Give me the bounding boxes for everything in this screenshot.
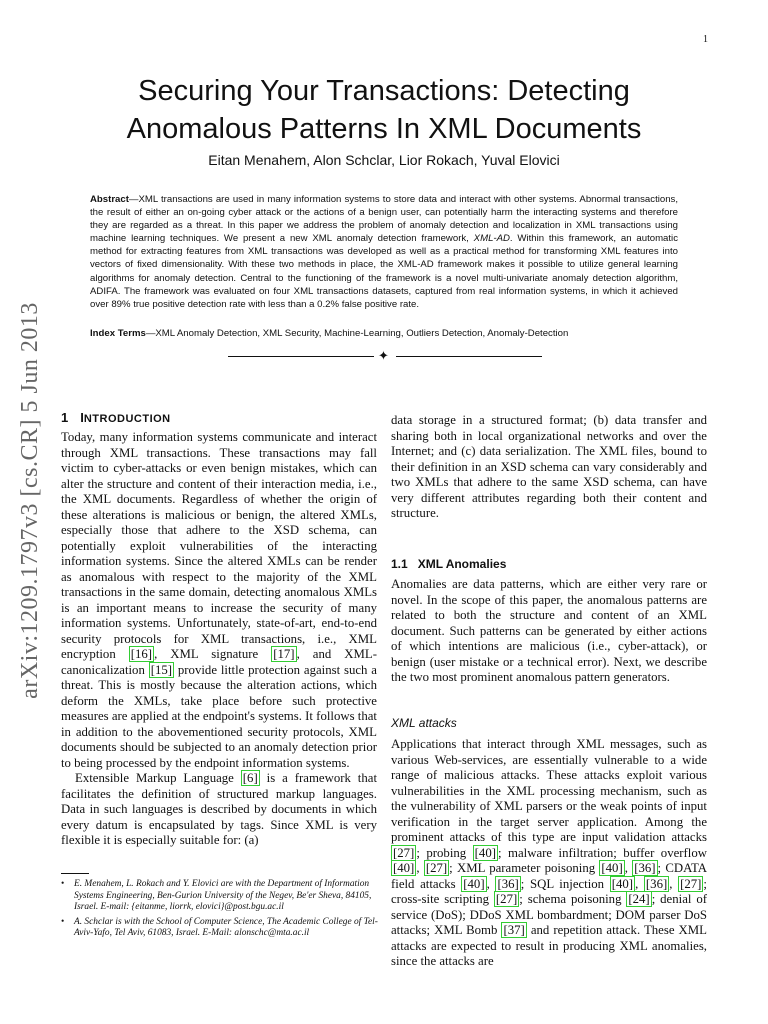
citation-link[interactable]: [36] xyxy=(634,861,656,875)
citation-link[interactable]: [40] xyxy=(393,861,415,875)
citation-link[interactable]: [40] xyxy=(474,845,496,860)
abstract xyxy=(90,193,678,311)
attacks-text: , xyxy=(635,876,644,891)
abstract-label: Abstract xyxy=(90,194,129,205)
attacks-text: , xyxy=(669,876,679,891)
intro-continued-paragraph: data storage in a structured format; (b) data transfer and sharing both in local organizational networks and over the Internet; and (c) data serialization. The XML files, bound to their definition in an XSD schema can vary considerably and two XMLs that adhere to the same XSD schema, can have very different attributes regarding both their content and structure. xyxy=(391,413,707,520)
citation-link[interactable]: [6] xyxy=(242,771,258,785)
author-list: Eitan Menahem, Alon Schclar, Lior Rokach, Yuval Elovici xyxy=(208,152,560,168)
title-line-2: Anomalous Patterns In XML Documents xyxy=(126,113,642,145)
title-line-1: Securing Your Transactions: Detecting xyxy=(138,75,630,107)
attacks-text: ; cross-site scripting xyxy=(391,876,707,906)
footnote-rule xyxy=(61,873,89,874)
section-title-rest: NTRODUCTION xyxy=(83,413,171,425)
attacks-text: ; malware infiltration; buffer overflow xyxy=(497,845,708,860)
attacks-text: ; probing xyxy=(416,845,473,860)
index-terms-label: Index Terms xyxy=(90,328,146,339)
intro-text: Extensible Markup Language xyxy=(75,771,241,785)
page-number: 1 xyxy=(703,34,708,45)
intro-text: , XML signature xyxy=(154,647,272,661)
citation-link[interactable]: [16] xyxy=(130,647,153,661)
divider-ornament: ✦ xyxy=(378,348,389,363)
citation-link[interactable]: [40] xyxy=(611,876,634,891)
intro-text: , and XML-canonicalization xyxy=(61,647,377,677)
right-column-top xyxy=(391,413,707,522)
attacks-text: ; SQL injection xyxy=(520,876,610,891)
citation-link[interactable]: [27] xyxy=(495,892,518,906)
abstract-text-1: —XML transactions are used in many information systems to store data and interact with other systems. Abnormal transactions, the result of either an on-going cyber attack or the actions of a benign user, can potentially harm the interacting systems and therefore they are regarded as a threat. In this paper we address the problem of anomaly detection and localization in XML transactions using machine learning techniques. We present a new XML anomaly detection framework, xyxy=(90,194,678,245)
index-terms-text: —XML Anomaly Detection, XML Security, Machine-Learning, Outliers Detection, Anomaly-Detection xyxy=(145,328,569,339)
right-column-anomalies xyxy=(391,577,707,686)
citation-link[interactable]: [27] xyxy=(425,861,448,875)
intro-text: Today, many information systems communicate and interact through XML transactions. These transactions may fall victim to cyber-attacks or even benign mistakes, which can alter the structure and content of their interaction media, i.e., the XML documents. Regardless of whether the origin of these alterations is malicious or benign, the altered XMLs, especially those that adhere to the XSD schema, can potentially exploit vulnerabilities of the interacting information systems. Since the altered XMLs can be render as anomalous with respect to the majority of the XML transactions in the same domain, detecting anomalous XMLs is an important means to increase the security of many information systems. Unfortunately, state-of-art, end-to-end security protocols for XML transactions, i.e., XML encryption xyxy=(61,430,377,661)
attacks-text: , xyxy=(624,861,633,875)
footnote-bullet: • xyxy=(61,879,65,889)
citation-link[interactable]: [15] xyxy=(150,662,173,677)
attacks-text: Applications that interact through XML messages, such as various Web-services, are essentially vulnerable to a wide range of malicious attacks. These attacks exploit various vulnerabilities in the XML processing mechanism, such as the vulnerability of XML parsers or the weak points of input verification in the target server application. Among the prominent attacks of this type are input validation attacks xyxy=(391,737,707,844)
footnote-bullet: • xyxy=(61,916,65,927)
intro-text: provide little protection against such a threat. This is mostly because the alteration actions, which deform the XMLs, take place before such protective measures are applied at the endpoint's systems. It follows that in addition to the abovementioned security protocols, XML documents should be subjected to an anomaly detection prior to being processed by the endpoint information systems. xyxy=(61,662,377,770)
right-column-attacks xyxy=(391,737,707,970)
intro-text: is a framework that facilitates the definition of structured markup languages. Data in such languages is described by documents in which every datum is encapsulated by tags. Since XML is very flexible it is especially suitable for: (a) xyxy=(61,771,377,847)
section-heading-introduction xyxy=(61,410,171,425)
citation-link[interactable]: [27] xyxy=(393,845,415,860)
citation-link[interactable]: [24] xyxy=(628,892,650,906)
subsection-title: XML Anomalies xyxy=(417,557,507,571)
attacks-text: , xyxy=(416,861,424,875)
attacks-paragraph xyxy=(391,737,707,970)
arxiv-identifier-sidebar xyxy=(15,290,45,710)
abstract-text-2: . Within this framework, an automatic method for extracting features from XML transactions was developed as well as a practical method for transforming XML features into vectors of fixed dimensionality. With these two methods in place, the XML-AD framework makes it possible to utilize general learning algorithms for anomaly detection. Central to the functioning of the framework is a novel multi-univariate anomaly detection algorithm, ADIFA. The framework was evaluated on four XML transactions datasets, captured from real information systems, in which it achieved over 89% true positive detection rate with less than a 0.2% false positive rate. xyxy=(90,233,678,310)
intro-paragraph-2 xyxy=(61,771,377,849)
citation-link[interactable]: [36] xyxy=(645,876,668,891)
left-column xyxy=(61,430,377,849)
citation-link[interactable]: [17] xyxy=(273,647,295,661)
footnote-item xyxy=(61,879,379,914)
subsection-number: 1.1 xyxy=(391,557,408,571)
footnotes xyxy=(61,879,379,943)
arxiv-identifier-text: arXiv:1209.1797v3 [cs.CR] 5 Jun 2013 xyxy=(16,301,43,699)
citation-link[interactable]: [36] xyxy=(497,876,519,891)
subsection-heading-xml-anomalies xyxy=(391,557,506,571)
section-number: 1 xyxy=(61,410,69,425)
citation-link[interactable]: [40] xyxy=(463,876,485,891)
subsubsection-heading-xml-attacks: XML attacks xyxy=(391,716,457,730)
footnote-item xyxy=(61,917,379,940)
footnote-text: E. Menahem, L. Rokach and Y. Elovici are with the Department of Information Systems Engineering, Ben-Gurion University of the Negev, Be'er Sheva, 84105, Israel. E-mail: {eitanme, liorrk, elovici}@post.bgu.ac.il xyxy=(74,879,372,913)
attacks-text: ; CDATA field attacks xyxy=(391,861,707,891)
divider-line-right xyxy=(396,356,542,357)
attacks-text: ; XML parameter poisoning xyxy=(449,861,600,875)
footnote-text: A. Schclar is with the School of Computer Science, The Academic College of Tel-Aviv-Yafo, Tel Aviv, 61083, Israel. E-Mail: alonschc@mta.ac.il xyxy=(74,916,378,939)
abstract-emphasis: XML-AD xyxy=(473,233,510,245)
attacks-text: ; denial of service (DoS); DDoS XML bombardment; DOM parser DoS attacks; XML Bomb xyxy=(391,892,707,937)
attacks-text: , xyxy=(486,876,496,891)
anomalies-paragraph: Anomalies are data patterns, which are either very rare or novel. In the scope of this paper, the anomalous patterns are related to both the structure and content of an XML document. Such patterns can be generated by either actions of which intentions are malicious (i.e., cyber-attack), or benign (user mistake or a technical error). Next, we describe the two most prominent anomalous pattern generators. xyxy=(391,577,707,684)
intro-paragraph-1 xyxy=(61,430,377,771)
divider-line-left xyxy=(228,356,374,357)
attacks-text: ; schema poisoning xyxy=(519,892,627,906)
section-title-initial: I xyxy=(80,410,84,425)
attacks-text: and repetition attack. These XML attacks are expected to result in producing XML anomalies, since the attacks are xyxy=(391,923,707,968)
index-terms xyxy=(90,328,678,339)
paper-title xyxy=(80,72,688,148)
citation-link[interactable]: [40] xyxy=(601,861,623,875)
section-divider xyxy=(228,350,542,364)
citation-link[interactable]: [27] xyxy=(680,876,702,891)
citation-link[interactable]: [37] xyxy=(503,923,525,937)
